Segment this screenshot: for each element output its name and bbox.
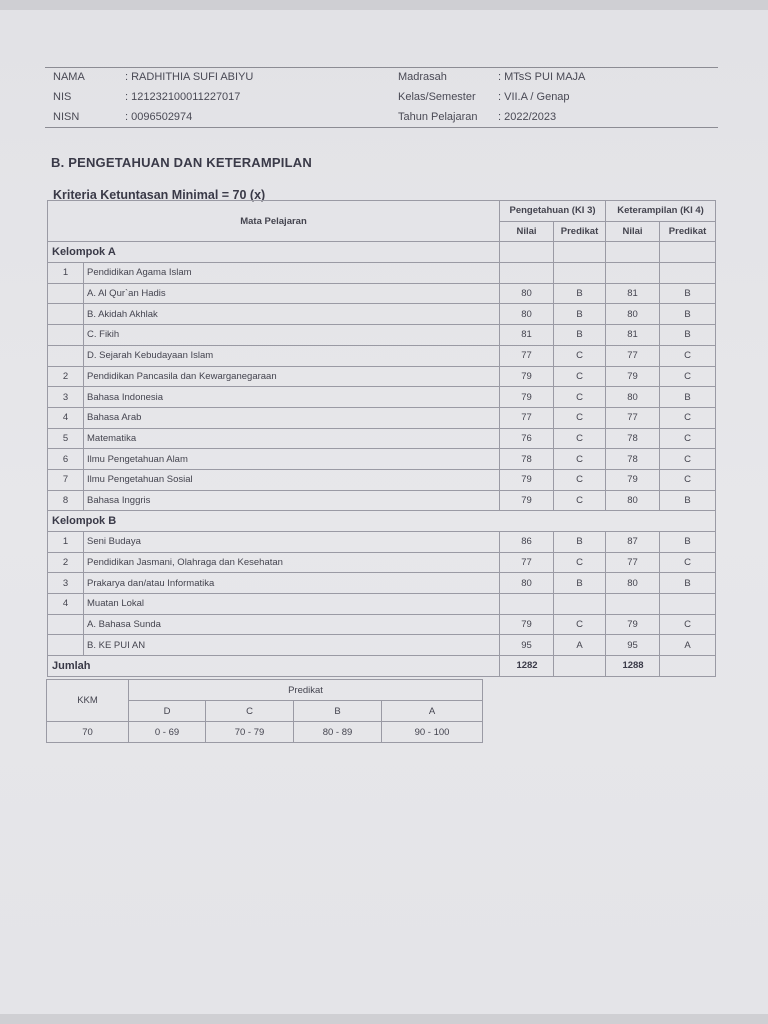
subject-name: A. Bahasa Sunda: [84, 614, 500, 635]
col-kd4-header: Keterampilan (KI 4): [606, 201, 716, 222]
subject-name: B. Akidah Akhlak: [84, 304, 500, 325]
kd4-predikat: C: [660, 366, 716, 387]
kd3-predikat: [554, 594, 606, 615]
subject-row: [48, 635, 716, 656]
subject-row: [48, 325, 716, 346]
identity-row-tahun: Tahun Pelajaran : 2022/2023: [398, 111, 557, 123]
subject-row: [48, 387, 716, 408]
subject-number: [48, 614, 84, 635]
kkm-range-row: [47, 722, 483, 743]
kkm-value: 70: [47, 722, 129, 743]
kd3-predikat: B: [554, 573, 606, 594]
header-bottom-rule: [45, 127, 718, 128]
subject-name: Muatan Lokal: [84, 594, 500, 615]
grades-header-row-1: [48, 201, 716, 222]
subject-row: [48, 552, 716, 573]
group-a-blank: [554, 242, 606, 263]
kd3-predikat: B: [554, 283, 606, 304]
kd3-predikat: C: [554, 552, 606, 573]
kd3-predikat: C: [554, 428, 606, 449]
group-a-blank: [500, 242, 554, 263]
subject-number: 6: [48, 449, 84, 470]
kkm-table: [46, 679, 483, 743]
subject-row: [48, 469, 716, 490]
subject-number: 8: [48, 490, 84, 511]
kkm-title: Kriteria Ketuntasan Minimal = 70 (x): [53, 188, 266, 202]
kd4-nilai: 80: [606, 490, 660, 511]
subject-number: 4: [48, 594, 84, 615]
col-subject-header: Mata Pelajaran: [48, 201, 500, 242]
kd3-nilai: 79: [500, 490, 554, 511]
subject-name: Seni Budaya: [84, 532, 500, 553]
kd3-predikat: A: [554, 635, 606, 656]
kd4-nilai: 78: [606, 449, 660, 470]
subject-number: 7: [48, 469, 84, 490]
kd3-nilai: 77: [500, 345, 554, 366]
subject-row: [48, 263, 716, 284]
kd4-nilai: 77: [606, 345, 660, 366]
kd3-predikat: C: [554, 407, 606, 428]
subject-name: C. Fikih: [84, 325, 500, 346]
subject-number: [48, 283, 84, 304]
identity-row-kelas: Kelas/Semester : VII.A / Genap: [398, 91, 570, 103]
subject-name: Bahasa Arab: [84, 407, 500, 428]
kd4-predikat: B: [660, 532, 716, 553]
group-b-label: Kelompok B: [48, 511, 716, 532]
kd4-nilai: [606, 594, 660, 615]
kd4-predikat: C: [660, 407, 716, 428]
total-blank: [554, 656, 606, 677]
kd3-predikat: C: [554, 345, 606, 366]
student-identity-left: [53, 67, 253, 127]
subject-row: [48, 345, 716, 366]
kd3-predikat: C: [554, 387, 606, 408]
subject-name: D. Sejarah Kebudayaan Islam: [84, 345, 500, 366]
kd3-nilai: 79: [500, 387, 554, 408]
total-blank: [660, 656, 716, 677]
kd4-nilai: 95: [606, 635, 660, 656]
kd4-predikat: B: [660, 573, 716, 594]
kd4-predikat: B: [660, 283, 716, 304]
kd4-nilai: 78: [606, 428, 660, 449]
subject-number: 4: [48, 407, 84, 428]
report-page: [0, 10, 768, 1014]
identity-row-nama: NAMA : RADHITHIA SUFI ABIYU: [53, 71, 254, 83]
total-kd3: 1282: [500, 656, 554, 677]
kd3-predikat: C: [554, 490, 606, 511]
kd4-nilai: 80: [606, 573, 660, 594]
kd3-predikat: B: [554, 532, 606, 553]
kd3-predikat: C: [554, 469, 606, 490]
section-title: B. PENGETAHUAN DAN KETERAMPILAN: [51, 155, 312, 170]
subject-number: [48, 325, 84, 346]
subject-number: 2: [48, 366, 84, 387]
group-b-row: [48, 511, 716, 532]
subject-number: [48, 304, 84, 325]
subject-row: [48, 573, 716, 594]
kd4-nilai: 79: [606, 469, 660, 490]
kd3-predikat: [554, 263, 606, 284]
subject-name: Pendidikan Jasmani, Olahraga dan Kesehatan: [84, 552, 500, 573]
subject-row: [48, 532, 716, 553]
kd3-predikat: C: [554, 366, 606, 387]
kd4-nilai: 77: [606, 407, 660, 428]
kkm-label: KKM: [47, 680, 129, 722]
kd4-predikat: C: [660, 614, 716, 635]
kd3-nilai: 79: [500, 614, 554, 635]
subject-row: [48, 449, 716, 470]
subject-name: Ilmu Pengetahuan Alam: [84, 449, 500, 470]
subject-row: [48, 304, 716, 325]
kd3-predikat: C: [554, 449, 606, 470]
kd3-nilai: 86: [500, 532, 554, 553]
kd3-predikat: B: [554, 304, 606, 325]
subject-name: Matematika: [84, 428, 500, 449]
subject-name: Prakarya dan/atau Informatika: [84, 573, 500, 594]
kd4-nilai: [606, 263, 660, 284]
kd3-nilai: [500, 263, 554, 284]
kd4-nilai: 79: [606, 366, 660, 387]
subject-number: 2: [48, 552, 84, 573]
kd3-predikat-header: Predikat: [554, 221, 606, 242]
kd4-nilai: 81: [606, 325, 660, 346]
subject-name: Bahasa Inggris: [84, 490, 500, 511]
subject-row: [48, 407, 716, 428]
kd3-nilai-header: Nilai: [500, 221, 554, 242]
subject-name: A. Al Qur`an Hadis: [84, 283, 500, 304]
kd4-nilai: 81: [606, 283, 660, 304]
subject-row: [48, 428, 716, 449]
range-b: 80 - 89: [294, 722, 382, 743]
kd4-nilai: 80: [606, 387, 660, 408]
kd3-nilai: 81: [500, 325, 554, 346]
kd4-nilai: 80: [606, 304, 660, 325]
subject-number: 1: [48, 263, 84, 284]
subject-name: Pendidikan Agama Islam: [84, 263, 500, 284]
kd4-predikat: C: [660, 428, 716, 449]
grade-c: C: [206, 701, 294, 722]
grade-a: A: [382, 701, 483, 722]
student-identity-right: [398, 67, 585, 127]
subject-row: [48, 490, 716, 511]
identity-row-nis: NIS : 121232100011227017: [53, 91, 241, 103]
subject-row: [48, 283, 716, 304]
subject-number: [48, 635, 84, 656]
kd3-predikat: B: [554, 325, 606, 346]
kd3-nilai: 79: [500, 469, 554, 490]
kd3-nilai: 77: [500, 407, 554, 428]
kd4-nilai: 77: [606, 552, 660, 573]
kd3-nilai: 80: [500, 283, 554, 304]
kd4-predikat: B: [660, 325, 716, 346]
kd4-predikat: C: [660, 449, 716, 470]
total-row: [48, 656, 716, 677]
group-a-blank: [660, 242, 716, 263]
subject-row: [48, 614, 716, 635]
kd3-nilai: 80: [500, 304, 554, 325]
subject-number: 5: [48, 428, 84, 449]
kd3-nilai: 76: [500, 428, 554, 449]
total-label: Jumlah: [48, 656, 500, 677]
kd4-nilai-header: Nilai: [606, 221, 660, 242]
identity-row-nisn: NISN : 0096502974: [53, 111, 193, 123]
kd3-nilai: 78: [500, 449, 554, 470]
kd4-predikat: [660, 263, 716, 284]
kkm-header-row: [47, 680, 483, 701]
kd3-nilai: 80: [500, 573, 554, 594]
kd4-predikat: C: [660, 552, 716, 573]
subject-number: [48, 345, 84, 366]
kd3-nilai: 79: [500, 366, 554, 387]
subject-number: 3: [48, 387, 84, 408]
range-c: 70 - 79: [206, 722, 294, 743]
kd4-predikat: [660, 594, 716, 615]
kd3-nilai: [500, 594, 554, 615]
range-d: 0 - 69: [129, 722, 206, 743]
predikat-label: Predikat: [129, 680, 483, 701]
kd4-nilai: 79: [606, 614, 660, 635]
identity-row-madrasah: Madrasah : MTsS PUI MAJA: [398, 71, 586, 83]
grades-table: [47, 200, 716, 677]
subject-name: Bahasa Indonesia: [84, 387, 500, 408]
group-a-label: Kelompok A: [48, 242, 500, 263]
subject-number: 3: [48, 573, 84, 594]
kd4-predikat: C: [660, 345, 716, 366]
subject-name: Pendidikan Pancasila dan Kewarganegaraan: [84, 366, 500, 387]
grade-d: D: [129, 701, 206, 722]
group-a-row: [48, 242, 716, 263]
col-kd3-header: Pengetahuan (KI 3): [500, 201, 606, 222]
kd3-nilai: 95: [500, 635, 554, 656]
kd4-predikat: B: [660, 387, 716, 408]
subject-name: B. KE PUI AN: [84, 635, 500, 656]
kd4-predikat: B: [660, 490, 716, 511]
kd3-nilai: 77: [500, 552, 554, 573]
kd4-predikat: B: [660, 304, 716, 325]
kd4-predikat-header: Predikat: [660, 221, 716, 242]
subject-row: [48, 366, 716, 387]
kd3-predikat: C: [554, 614, 606, 635]
subject-name: Ilmu Pengetahuan Sosial: [84, 469, 500, 490]
total-kd4: 1288: [606, 656, 660, 677]
kd4-nilai: 87: [606, 532, 660, 553]
subject-number: 1: [48, 532, 84, 553]
range-a: 90 - 100: [382, 722, 483, 743]
kd4-predikat: A: [660, 635, 716, 656]
group-a-blank: [606, 242, 660, 263]
subject-row: [48, 594, 716, 615]
kd4-predikat: C: [660, 469, 716, 490]
grade-b: B: [294, 701, 382, 722]
